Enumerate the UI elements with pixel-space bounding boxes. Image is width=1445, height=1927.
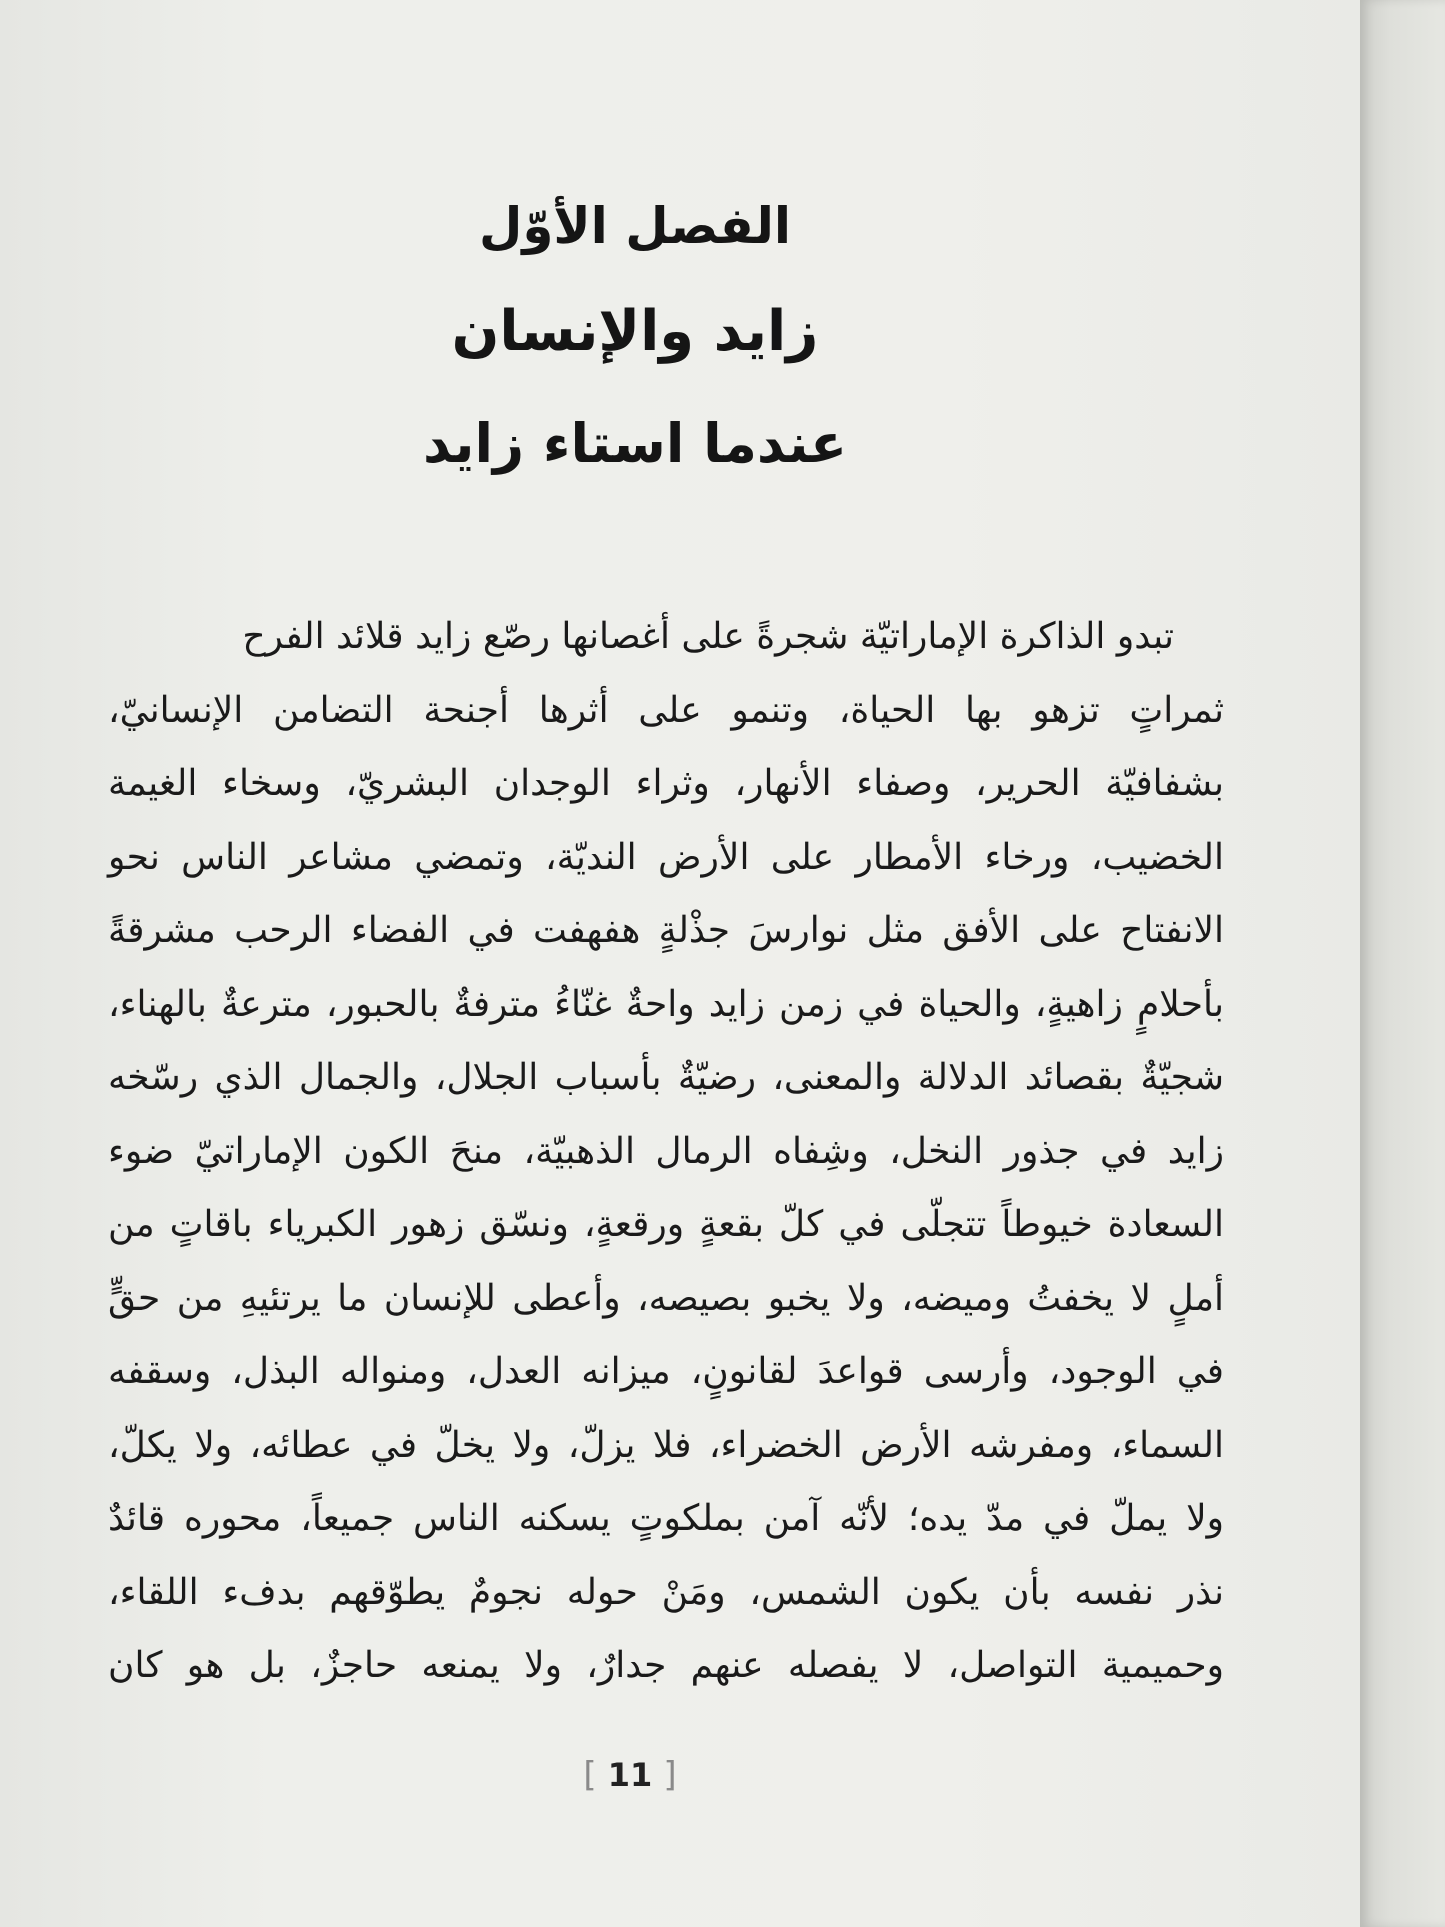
page-number-value: 11	[607, 1756, 653, 1794]
text-line: نذر نفسه بأن يكون الشمس، ومَنْ حوله نجومٌ يطوّقهم بدفء اللقاء،	[108, 1571, 1224, 1613]
page-number	[560, 1755, 700, 1795]
text-line: السعادة خيوطاً تتجلّى في كلّ بقعةٍ ورقعةٍ، ونسّق زهور الكبرياء باقاتٍ من	[108, 1204, 1224, 1245]
text-line: شجيّةٌ بقصائد الدلالة والمعنى، رضيّةٌ بأسباب الجلال، والجمال الذي رسّخه	[108, 1057, 1224, 1098]
chapter-heading-block	[300, 176, 970, 500]
text-line: ولا يملّ في مدّ يده؛ لأنّه آمن بملكوتٍ يسكنه الناس جميعاً، محوره قائدٌ	[108, 1498, 1224, 1539]
text-line: زايد في جذور النخل، وشِفاه الرمال الذهبيّة، منحَ الكون الإماراتيّ ضوء	[108, 1130, 1225, 1172]
text-line: أملٍ لا يخفتُ وميضه، ولا يخبو بصيصه، وأعطى للإنسان ما يرتئيهِ من حقٍّ	[108, 1277, 1224, 1319]
page-number-bracket-open: [	[583, 1755, 597, 1795]
text-line: وحميمية التواصل، لا يفصله عنهم جدارٌ، ولا يمنعه حاجزٌ، بل هو كان	[108, 1645, 1225, 1686]
text-line: تبدو الذاكرة الإماراتيّة شجرةً على أغصانها رصّع زايد قلائد الفرح	[242, 616, 1174, 657]
chapter-subtitle: عندما استاء زايد	[422, 412, 848, 475]
page-number-bracket-close: ]	[663, 1755, 677, 1795]
body-paragraph	[108, 600, 1224, 1703]
text-line: ثمراتٍ تزهو بها الحياة، وتنمو على أثرها أجنحة التضامن الإنسانيّ،	[108, 689, 1224, 731]
text-line: السماء، ومفرشه الأرض الخضراء، فلا يزلّ، ولا يخلّ في عطائه، ولا يكلّ،	[108, 1424, 1224, 1466]
text-line: بشفافيّة الحرير، وصفاء الأنهار، وثراء الوجدان البشريّ، وسخاء الغيمة	[108, 763, 1224, 804]
text-line: بأحلامٍ زاهيةٍ، والحياة في زمن زايد واحةٌ غنّاءُ مترفةٌ بالحبور، مترعةٌ بالهناء،	[108, 983, 1224, 1025]
chapter-label: الفصل الأوّل	[478, 197, 792, 255]
page-edge-shadow	[1360, 0, 1445, 1927]
text-line: الخضيب، ورخاء الأمطار على الأرض النديّة، وتمضي مشاعر الناس نحو	[108, 836, 1224, 878]
chapter-title: زايد والإنسان	[451, 299, 819, 364]
text-line: الانفتاح على الأفق مثل نوارسَ جذْلةٍ هفهفت في الفضاء الرحب مشرقةً	[108, 910, 1224, 951]
text-line: في الوجود، وأرسى قواعدَ لقانونٍ، ميزانه العدل، ومنواله البذل، وسقفه	[108, 1351, 1224, 1392]
